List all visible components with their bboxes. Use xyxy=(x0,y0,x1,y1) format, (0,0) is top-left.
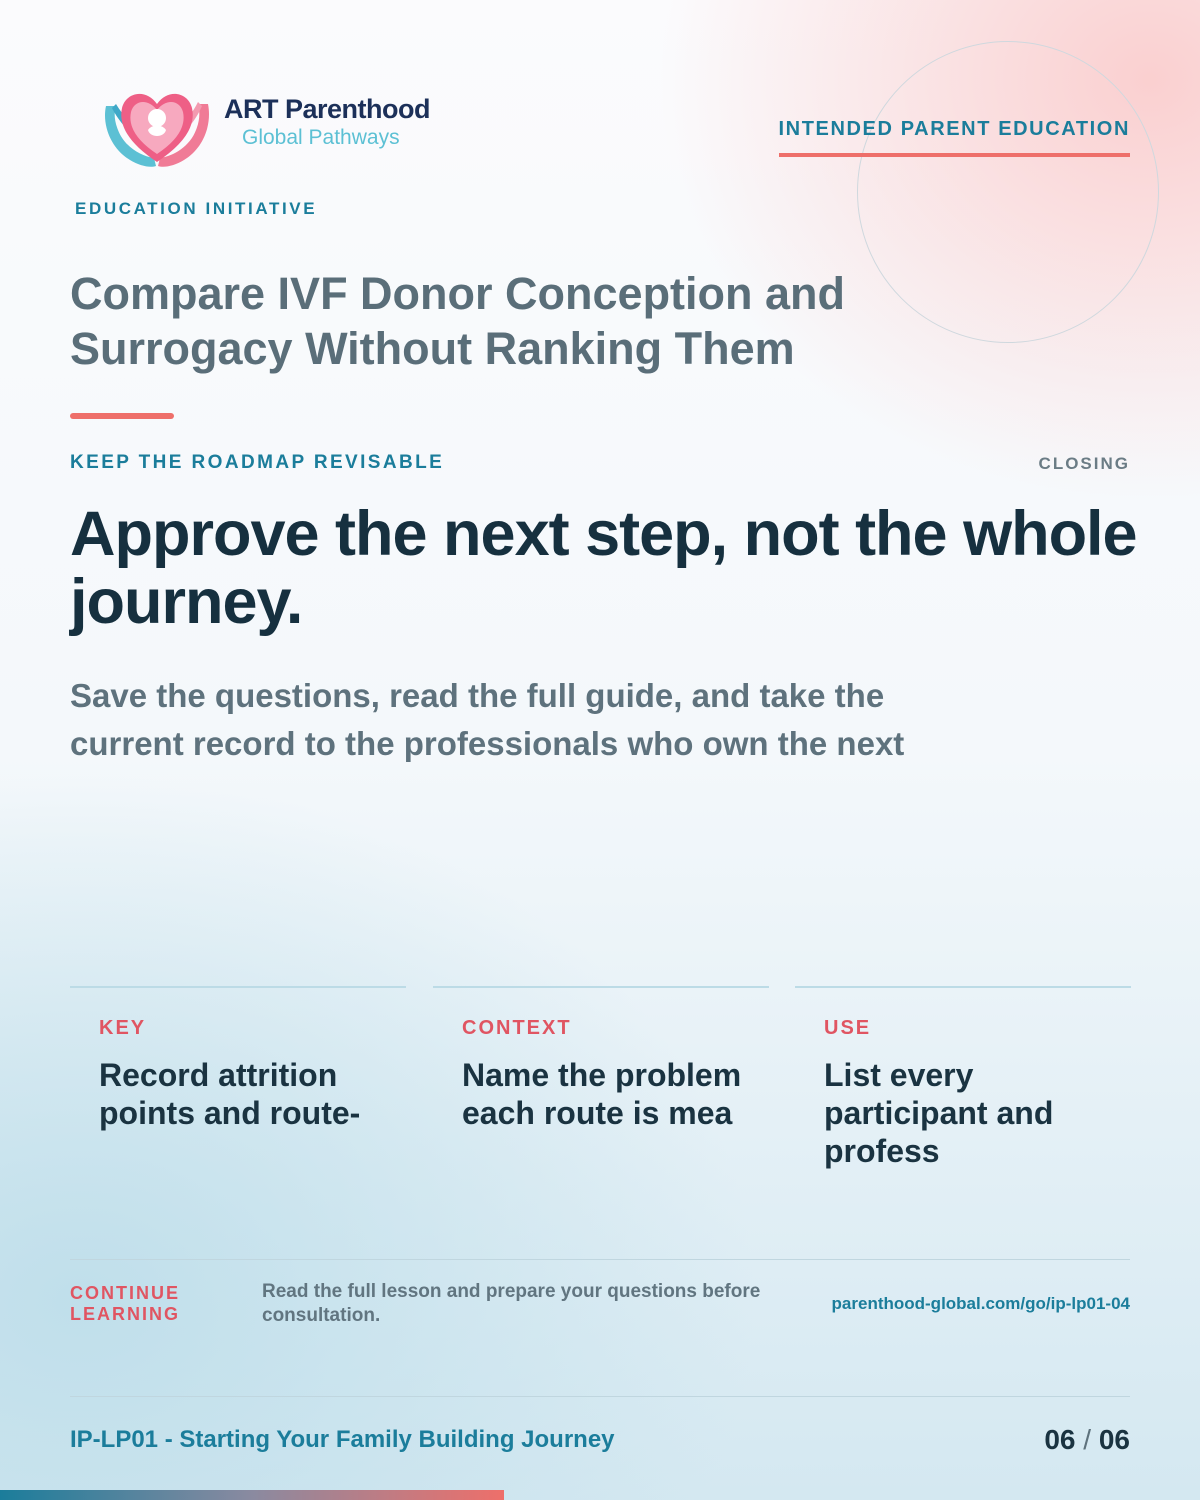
card-text: Name the problem each route is mea xyxy=(462,1057,742,1131)
card-label: KEY xyxy=(99,1017,147,1039)
card-use xyxy=(795,986,1131,1186)
page-separator: / xyxy=(1083,1424,1092,1455)
progress-bar-fill xyxy=(0,1490,504,1500)
card-label: CONTEXT xyxy=(462,1017,572,1039)
card-label: USE xyxy=(824,1017,872,1039)
lede-paragraph: Save the questions, read the full guide, and take the current record to the professionals who own the next xyxy=(70,677,905,762)
brand-subtitle: Global Pathways xyxy=(242,126,400,149)
card-text: List every participant and profess xyxy=(824,1057,1054,1169)
page-current: 06 xyxy=(1044,1424,1076,1455)
page-indicator xyxy=(1044,1424,1130,1456)
divider xyxy=(70,1259,1130,1260)
section-kicker: KEEP THE ROADMAP REVISABLE xyxy=(70,452,445,473)
hands-heart-baby-logo-icon xyxy=(100,74,214,174)
series-label: INTENDED PARENT EDUCATION xyxy=(779,118,1130,157)
course-title: Compare IVF Donor Conception and Surrogacy Without Ranking Them xyxy=(70,268,846,374)
card-context xyxy=(433,986,769,1186)
continue-learning-link[interactable]: parenthood-global.com/go/ip-lp01-04 xyxy=(831,1294,1130,1313)
card-key xyxy=(70,986,406,1186)
continue-learning-text: Read the full lesson and prepare your questions before consultation. xyxy=(262,1281,761,1326)
footer-lesson-title: IP-LP01 - Starting Your Family Building Journey xyxy=(70,1426,615,1453)
section-tag: CLOSING xyxy=(1038,454,1130,473)
info-cards xyxy=(70,986,1130,1186)
accent-bar xyxy=(70,413,174,419)
headline: Approve the next step, not the whole journey. xyxy=(70,499,1137,637)
card-text: Record attrition points and route- xyxy=(99,1057,361,1131)
continue-learning-label: CONTINUE LEARNING xyxy=(70,1283,180,1324)
progress-bar xyxy=(0,1490,1200,1500)
divider xyxy=(70,1396,1130,1397)
brand-name: ART Parenthood xyxy=(224,94,430,124)
education-initiative-label: EDUCATION INITIATIVE xyxy=(75,199,318,218)
decorative-circle xyxy=(857,41,1159,343)
brand-logo xyxy=(100,74,440,174)
page-total: 06 xyxy=(1098,1424,1130,1455)
